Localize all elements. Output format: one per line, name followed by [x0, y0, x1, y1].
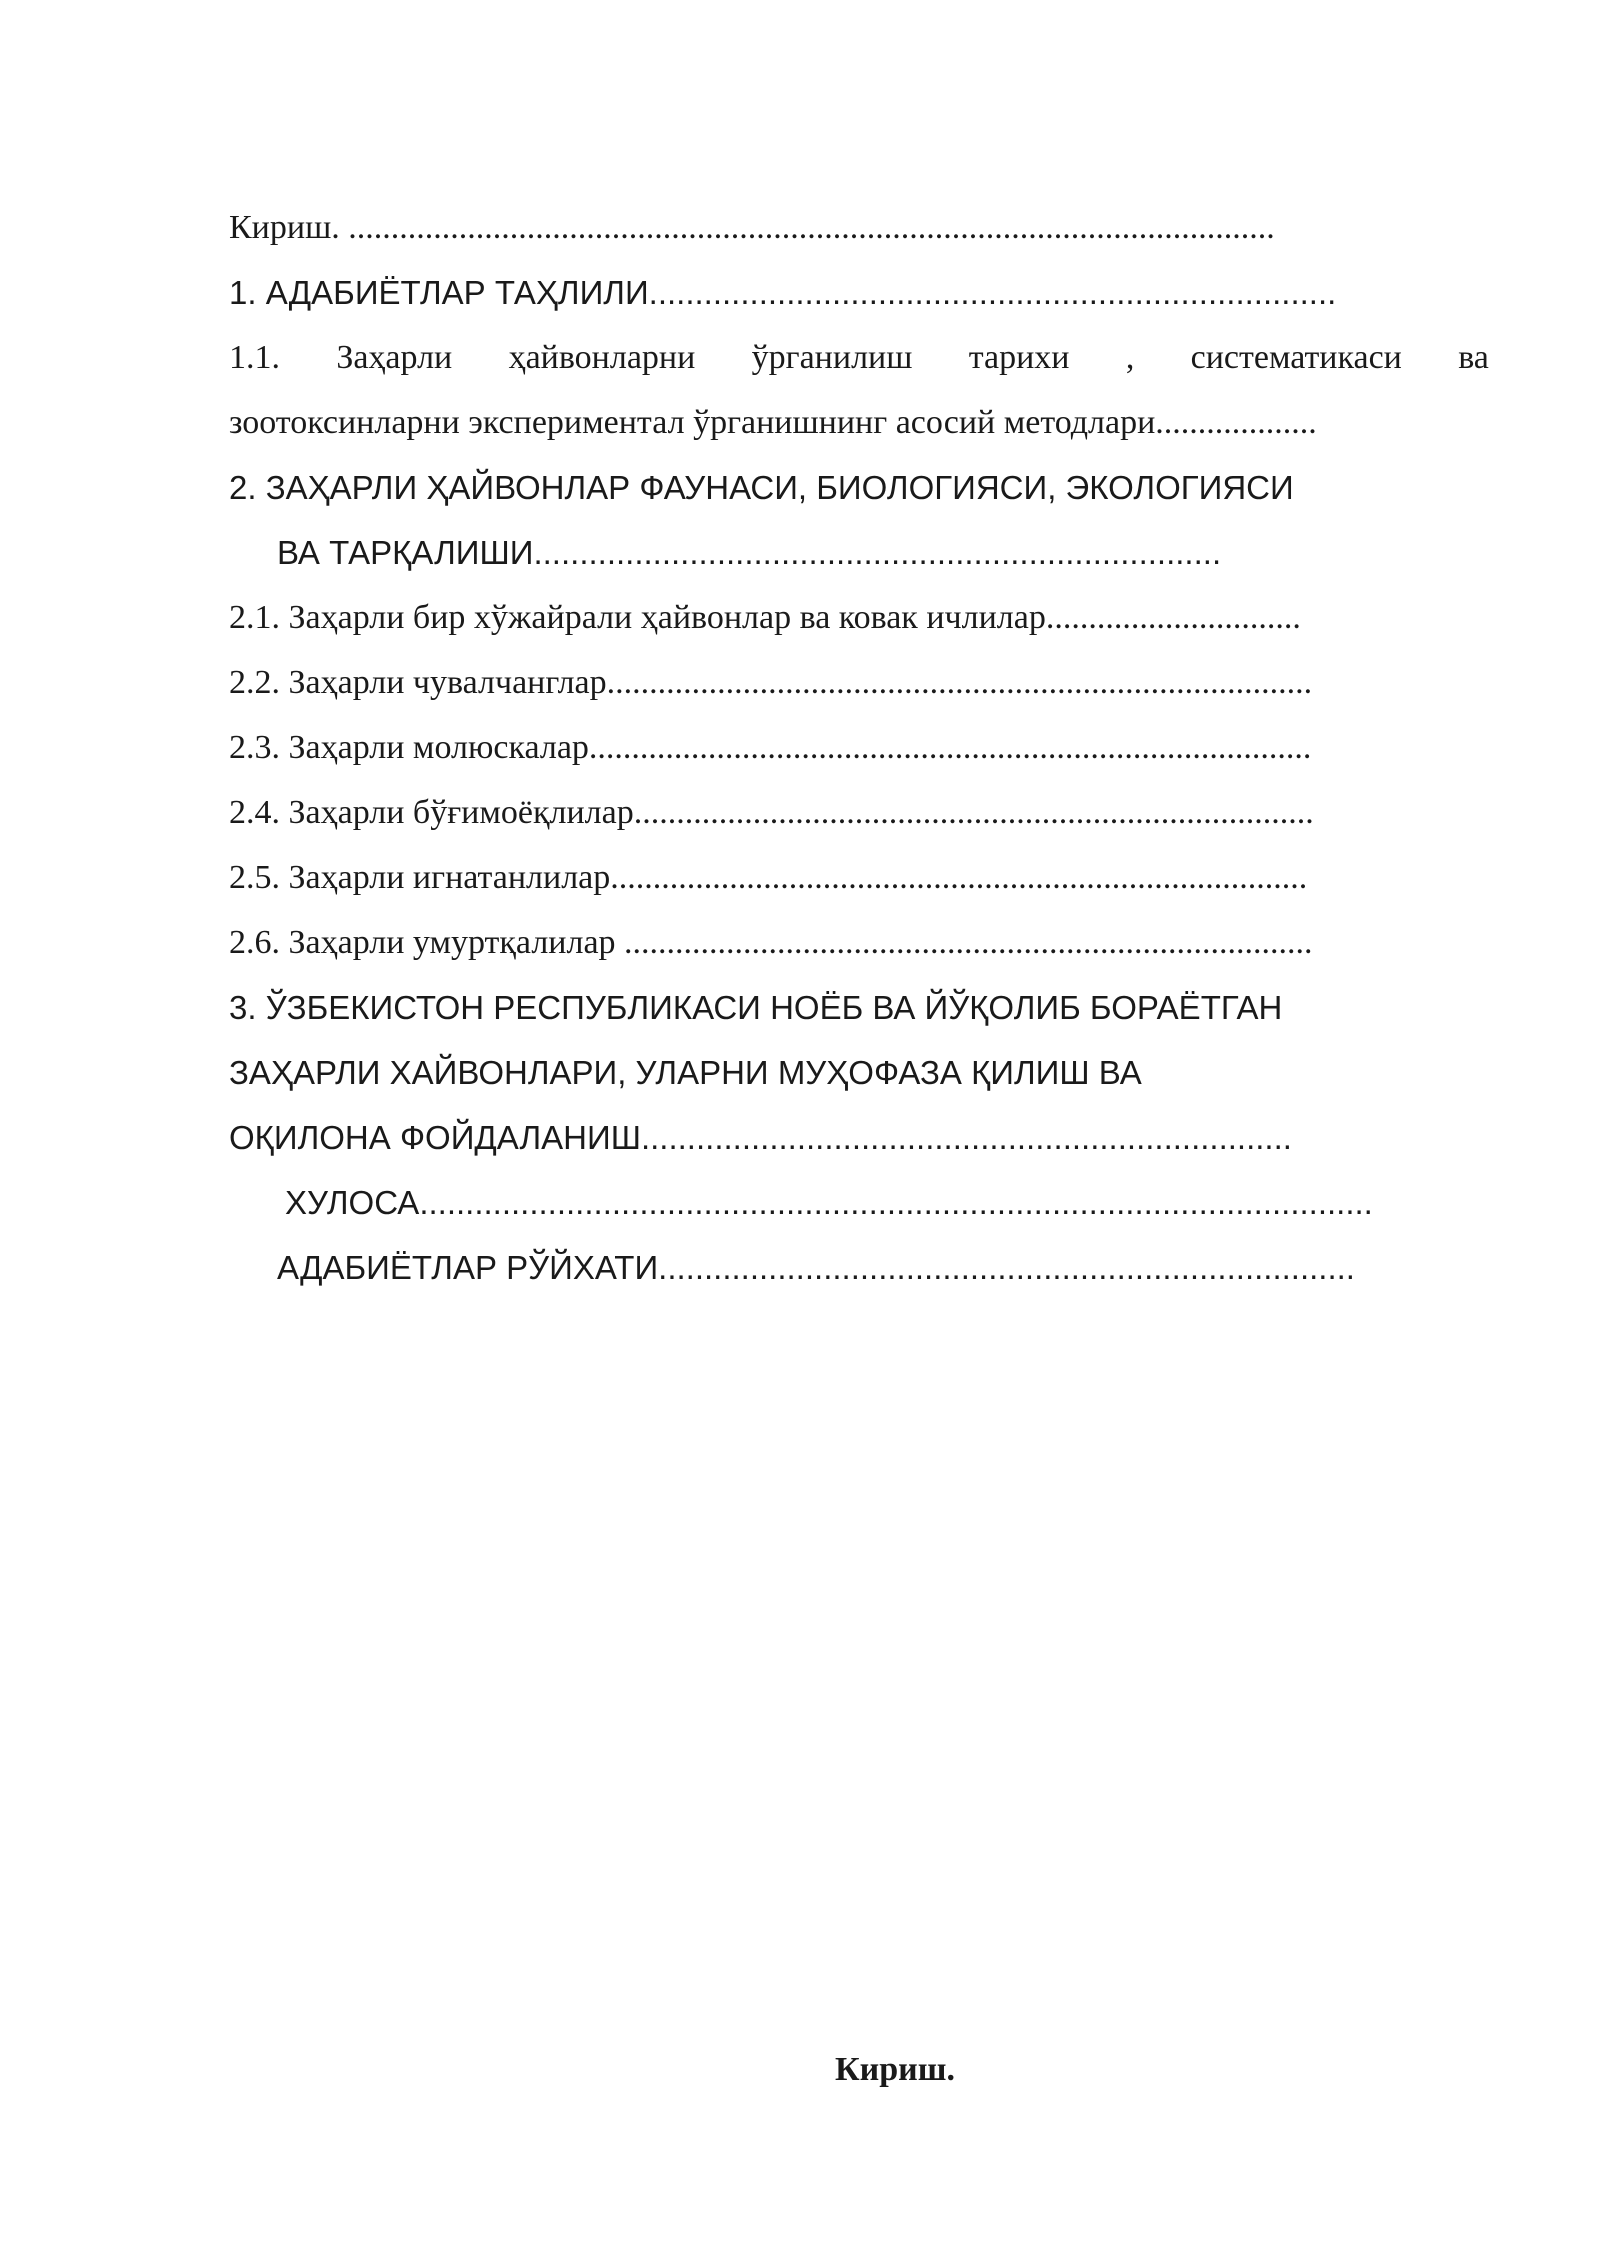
- toc-word: систематикаси: [1190, 339, 1402, 376]
- toc-item-references[interactable]: АДАБИЁТЛАР РЎЙХАТИ............................................................................: [277, 1249, 1355, 1286]
- toc-item-2-4[interactable]: 2.4. Заҳарли бўғимоёқлилар................................................................................: [229, 794, 1314, 831]
- toc-word: Заҳарли: [336, 339, 453, 376]
- toc-item-intro[interactable]: Кириш. .............................................................................................................: [229, 209, 1275, 246]
- toc-item-chapter-3-line-3[interactable]: ОҚИЛОНА ФОЙДАЛАНИШ.......................................................................: [229, 1119, 1292, 1156]
- section-heading: Кириш.: [835, 2051, 955, 2088]
- toc-item-chapter-3-line-1[interactable]: 3. ЎЗБЕКИСТОН РЕСПУБЛИКАСИ НОЁБ ВА ЙЎҚОЛИБ БОРАЁТГАН: [229, 989, 1283, 1026]
- toc-item-1-1[interactable]: [229, 325, 1489, 390]
- toc-item-chapter-2-line-2[interactable]: ВА ТАРҚАЛИШИ...........................................................................: [277, 534, 1222, 571]
- toc-item-conclusion[interactable]: ХУЛОСА........................................................................................................: [285, 1184, 1373, 1221]
- toc-item-2-1[interactable]: 2.1. Заҳарли бир хўжайрали ҳайвонлар ва ковак ичлилар..............................: [229, 599, 1301, 636]
- toc-item-chapter-1[interactable]: 1. АДАБИЁТЛАР ТАҲЛИЛИ...........................................................................: [229, 274, 1337, 311]
- toc-item-2-5[interactable]: 2.5. Заҳарли игнатанлилар..................................................................................: [229, 859, 1308, 896]
- table-of-contents: [229, 195, 1489, 1300]
- toc-item-chapter-2-line-1[interactable]: 2. ЗАҲАРЛИ ҲАЙВОНЛАР ФАУНАСИ, БИОЛОГИЯСИ, ЭКОЛОГИЯСИ: [229, 469, 1294, 506]
- toc-word: ҳайвонларни: [508, 339, 696, 376]
- toc-item-1-1-continued[interactable]: зоотоксинларни экспериментал ўрганишнинг асосий методлари...................: [229, 404, 1317, 441]
- toc-word: ва: [1458, 339, 1489, 376]
- toc-word: тарихи: [968, 339, 1070, 376]
- toc-item-2-6[interactable]: 2.6. Заҳарли умуртқалилар .................................................................................: [229, 924, 1313, 961]
- toc-item-chapter-3-line-2[interactable]: ЗАҲАРЛИ ХАЙВОНЛАРИ, УЛАРНИ МУҲОФАЗА ҚИЛИШ ВА: [229, 1054, 1142, 1091]
- toc-item-2-2[interactable]: 2.2. Заҳарли чувалчанглар...................................................................................: [229, 664, 1313, 701]
- toc-item-2-3[interactable]: 2.3. Заҳарли молюскалар.....................................................................................: [229, 729, 1312, 766]
- toc-word: ўрганилиш: [751, 339, 913, 376]
- toc-word: ,: [1125, 339, 1135, 376]
- toc-word: 1.1.: [229, 339, 280, 376]
